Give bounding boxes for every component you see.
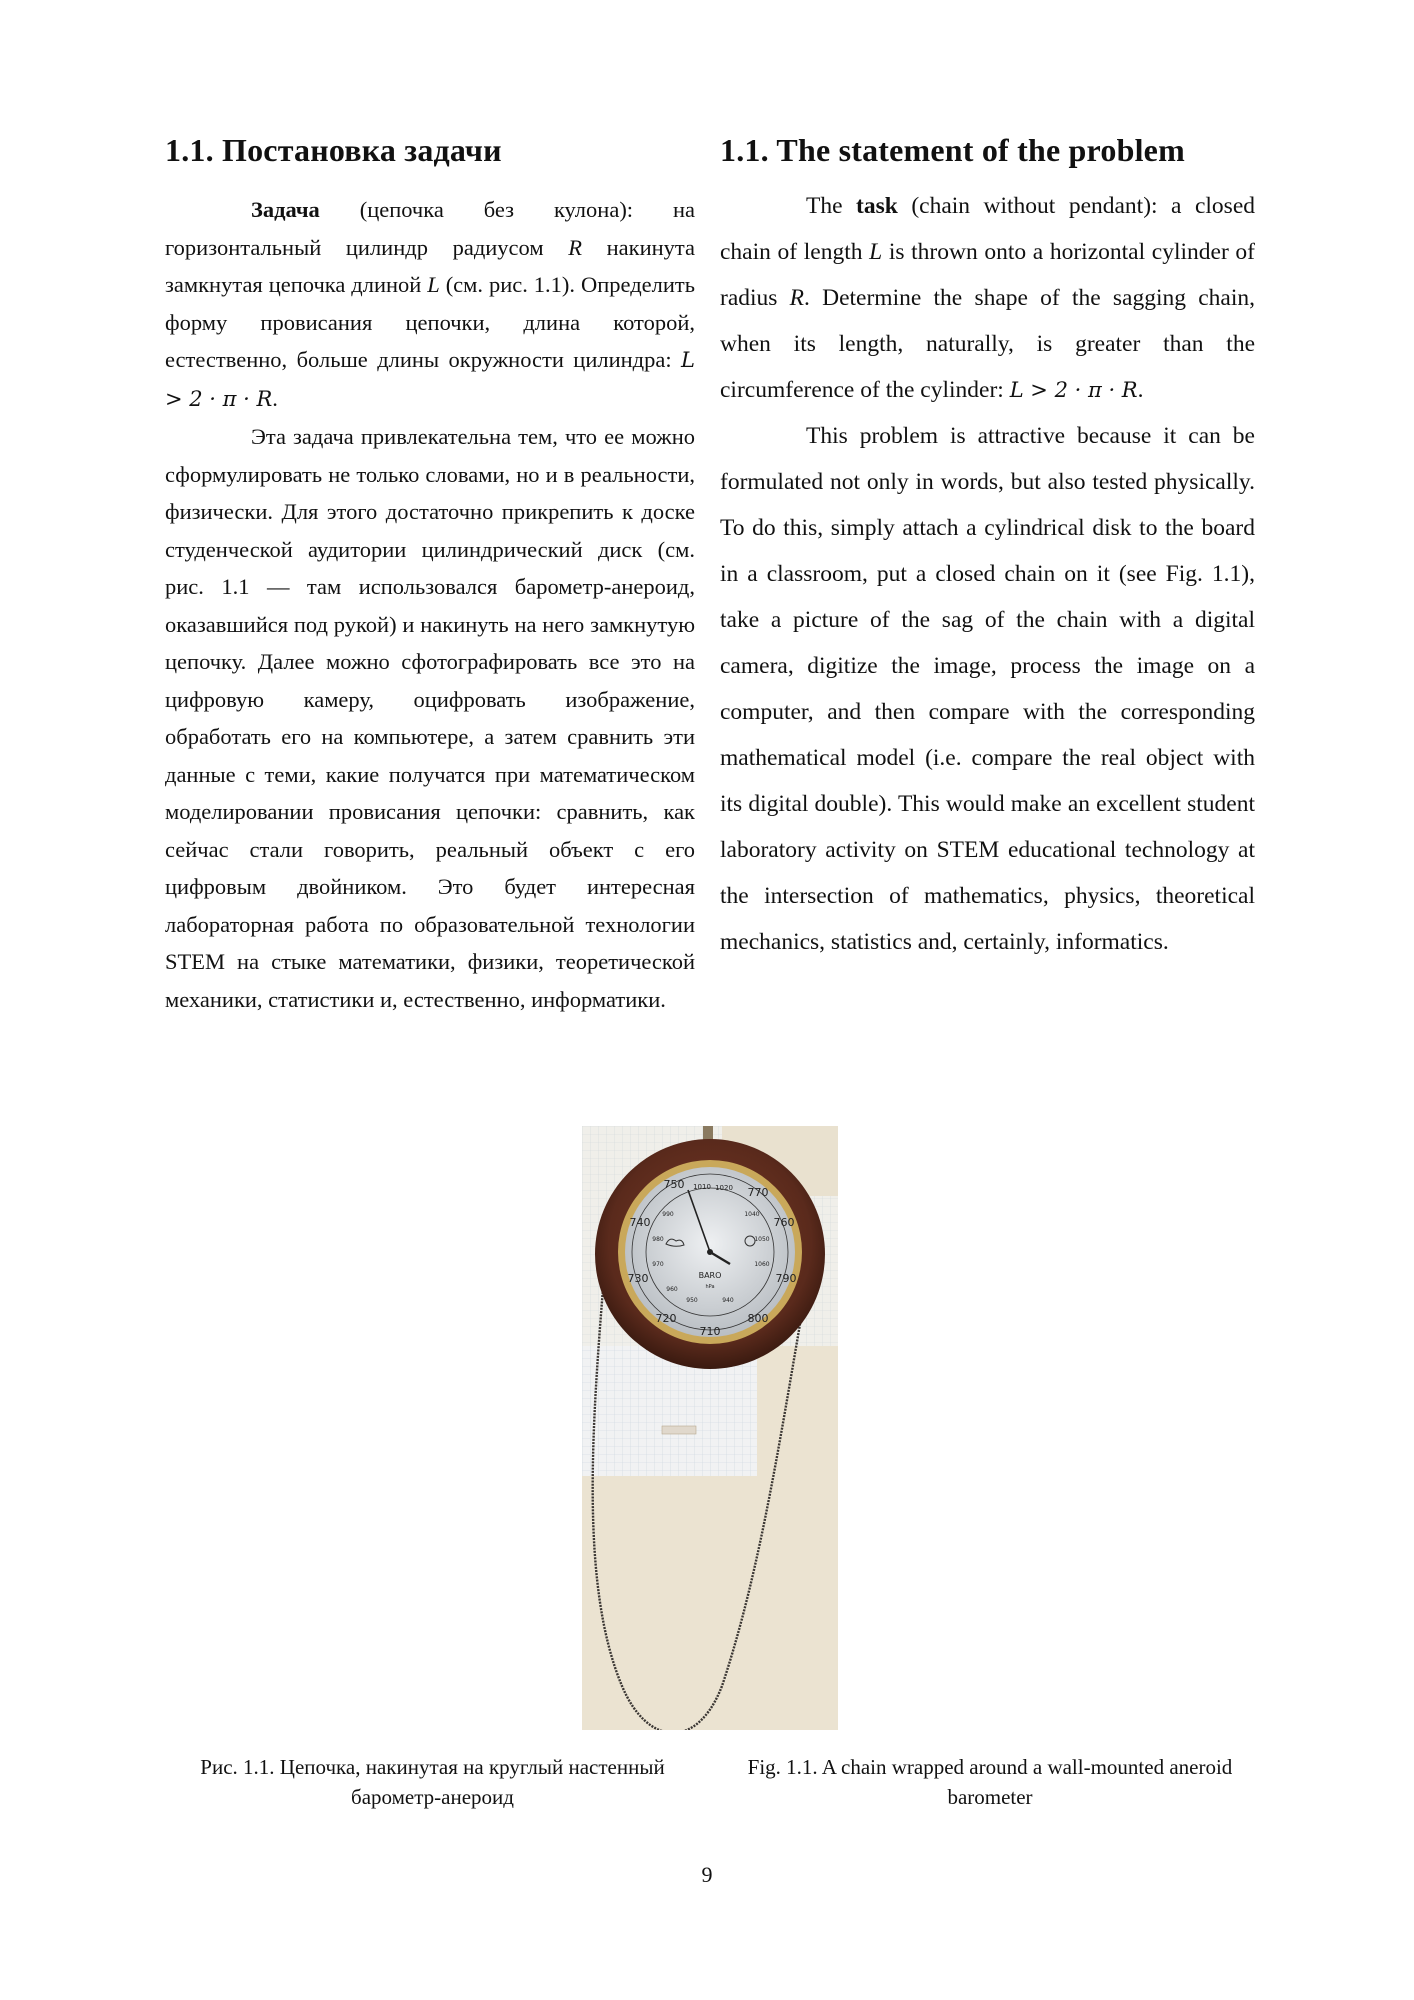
dial-label: 790 [775,1272,797,1285]
section-heading-ru: 1.1. Постановка задачи [165,132,502,168]
dial-label: 730 [627,1272,649,1285]
dial-label: 750 [663,1178,685,1191]
var-r: R [789,285,805,311]
dial-label: 1040 [744,1211,760,1218]
dial-label: 1060 [754,1261,770,1268]
figure-caption-en: Fig. 1.1. A chain wrapped around a wall-mounted aneroid barometer [747,1755,1233,1809]
dial-label: 720 [655,1312,677,1325]
dial-unit: hPa [705,1284,715,1290]
dial-label: 970 [652,1261,664,1268]
dial-label: 770 [747,1186,769,1199]
dial-label: 1020 [715,1184,733,1192]
var-r: R [568,234,582,260]
paragraph-ru-1 [165,191,695,418]
text-span: The [806,193,857,219]
dial-label: 960 [666,1286,678,1293]
page-number: 9 [701,1862,713,1887]
needle-hub [707,1249,713,1255]
english-column [720,132,1255,965]
paragraph-en-2: This problem is attractive because it can be formulated not only in words, but also tested physically. To do this, simply attach a cylindrical disk to the board in a classroom, put a closed chain on it (see Fig. 1.1), take a picture of the sag of the chain with a digital camera, digitize the image, process the image on a computer, and then compare with the corresponding mathematical model (i.e. compare the real object with its digital double). This would make an excellent student laboratory activity on STEM educational technology at the intersection of mathematics, physics, theoretical mechanics, statistics and, certainly, informatics. [720,423,1255,955]
figure-caption-ru: Рис. 1.1. Цепочка, накинутая на круглый настенный барометр-анероид [200,1755,665,1809]
section-heading-en: 1.1. The statement of the problem [720,132,1185,168]
barometer-illustration [582,1126,838,1730]
text-span: (цепочка без кулона): на горизонтальный цилиндр радиусом [165,197,695,260]
formula-en: L > 2 · π · R [1009,378,1138,402]
text-span: . [1137,377,1144,403]
dial-label: 760 [773,1216,795,1229]
dial-brand: BARO [698,1271,722,1280]
text-span: накинута замкнутая цепочка длиной [165,234,695,297]
text-span: (chain without pendant): a closed chain of length [720,193,1255,265]
russian-column [165,132,695,1018]
paragraph-en-1 [720,183,1255,413]
dial-label: 950 [686,1297,698,1304]
text-span: . Determine the shape of the sagging chain, when its length, naturally, is greater than the circumference of the cylinder: [720,285,1255,403]
dial-label: 740 [629,1216,651,1229]
dial-label: 1010 [693,1183,711,1191]
label-sticker [662,1426,696,1434]
barometer-photo [582,1126,838,1730]
dial-label: 1050 [754,1236,770,1243]
task-bold-ru: Задача [251,197,320,222]
dial-label: 800 [747,1312,769,1325]
dial-label: 980 [652,1236,664,1243]
text-span: . [272,385,278,411]
dial-label: 940 [722,1297,734,1304]
text-span: (см. рис. 1.1). Определить форму провисания цепочки, длина которой, естественно, больше длины окружности цилиндра: [165,272,695,372]
text-span: is thrown onto a horizontal cylinder of radius [720,239,1255,311]
formula-ru: L > 2 · π · R [165,348,695,411]
dial-label: 710 [699,1325,721,1338]
task-bold-en: task [856,193,898,219]
dial-label: 990 [662,1211,674,1218]
paragraph-ru-2: Эта задача привлекательна тем, что ее можно сформулировать не только словами, но и в реальности, физически. Для этого достаточно прикрепить к доске студенческой аудитории цилиндрический диск (см. рис. 1.1 — там использовался барометр-анероид, оказавшийся под рукой) и накинуть на него замкнутую цепочку. Далее можно сфотографировать все это на цифровую камеру, оцифровать изображение, обработать его на компьютере, а затем сравнить эти данные с теми, какие получатся при математическом моделировании провисания цепочки: сравнить, как сейчас стали говорить, реальный объект с его цифровым двойником. Это будет интересная лабораторная работа по образовательной технологии STEM на стыке математики, физики, теоретической механики, статистики и, естественно, информатики. [165,424,695,1012]
var-l: L [427,272,440,297]
var-l: L [869,239,883,265]
